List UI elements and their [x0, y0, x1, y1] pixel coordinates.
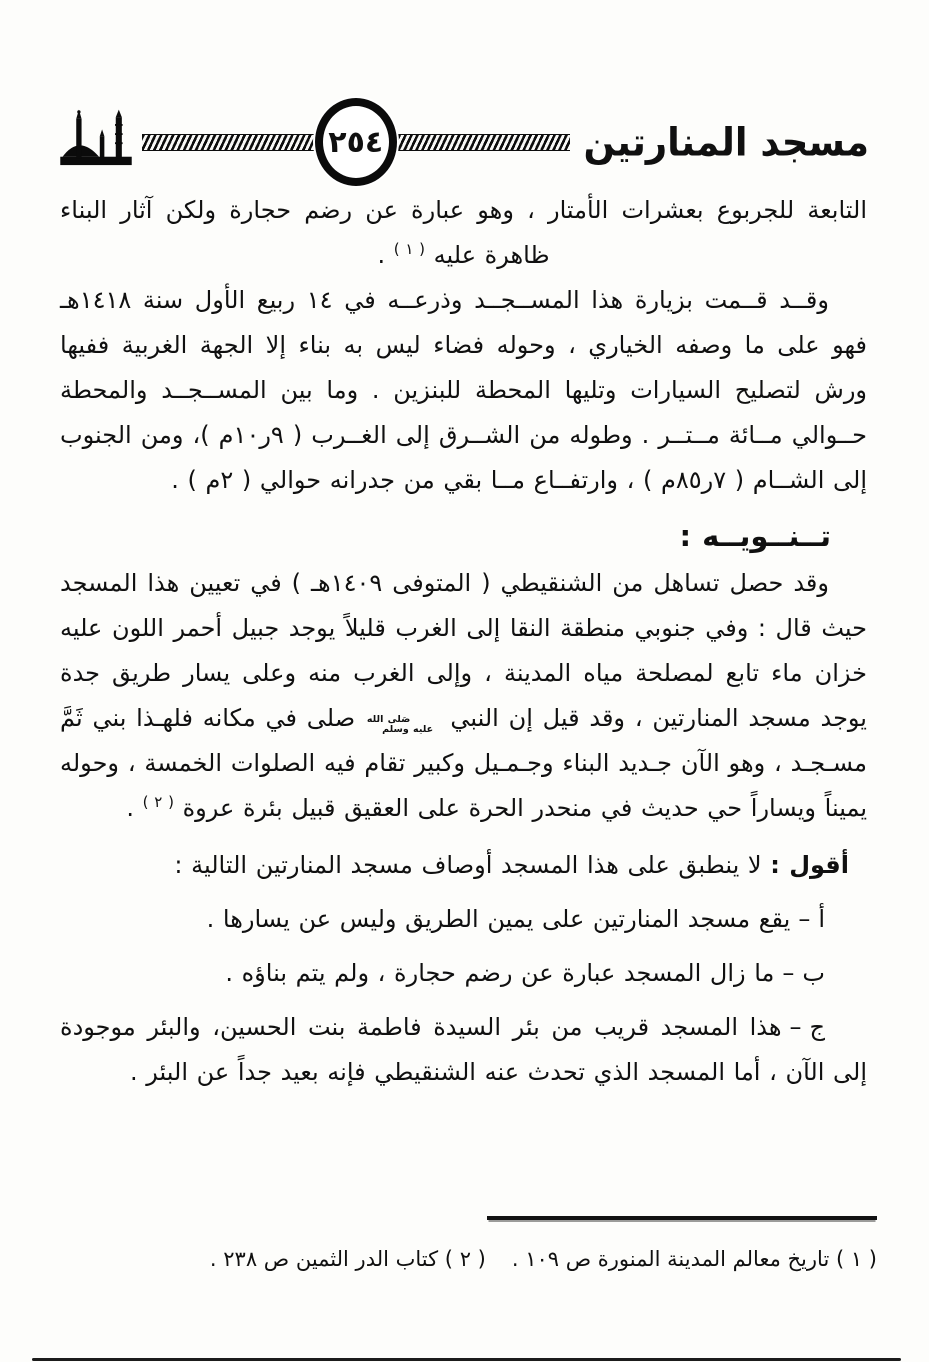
paragraph-visit — [60, 278, 867, 503]
paragraph-tail: . — [377, 241, 394, 269]
list-text: يقع مسجد المنارتين على يمين الطريق وليس عن يسارها . — [206, 905, 791, 933]
list-dash: – — [789, 1013, 802, 1041]
paragraph-text: وقــد قــمت بزيارة هذا المســجــد وذرعــه في ١٤ ربيع الأول سنة ١٤١٨هـ فهو على ما وصفه الخياري ، وحوله فضاء ليس به بناء إلا الجهة الغربية ففيها ورش لتصليح السيارات وتليها المحطة للبنزين . وما بين المســجــد والمحطة حــوالي مــائة مــتــر . وطوله من الشــرق إلى الغــرب ( ٩ر١٠م )، ومن الجنوب إلى الشــام ( ٧ر٨٥م ) ، وارتفــاع مــا بقي من جدرانه حوالي ( ٢م ) . — [60, 286, 867, 494]
list-item-j — [60, 1005, 867, 1095]
paragraph-text: وقد حصل تساهل من الشنقيطي ( المتوفى ١٤٠٩هـ ) في تعيين هذا المسجد حيث قال : وفي جنوبي منطقة النقا إلى الغرب قليلاً يوجد جبيل أحمر اللون عليه خزان ماء تابع لمصلحة مياه المدينة ، وإلى الغرب منه وعلى يسار طريق جدة يوجد مسجد المنارتين ، وقد قيل إن النبي — [60, 569, 867, 732]
paragraph-shinqiti-quote — [60, 561, 867, 831]
paragraph-author-comment — [60, 843, 867, 888]
footnotes-section — [52, 1216, 877, 1276]
aqool-lead: أقول : — [770, 851, 849, 879]
ornamental-rule — [142, 124, 570, 160]
footnote-marker-1: ( ١ ) — [393, 240, 426, 258]
salla-allahu-alayhi-wasallam-mark — [367, 715, 448, 735]
list-item-b — [60, 951, 867, 996]
paragraph-text: التابعة للجربوع بعشرات الأمتار ، وهو عبارة عن رضم حجارة ولكن آثار البناء ظاهرة عليه — [60, 196, 867, 269]
list-text: هذا المسجد قريب من بئر السيدة فاطمة بنت الحسين، والبئر موجودة إلى الآن ، أما المسجد الذي تحدث عنه الشنقيطي فإنه بعيد جداً عن البئر . — [60, 1013, 867, 1086]
list-text: ما زال المسجد عبارة عن رضم حجارة ، ولم يتم بناؤه . — [225, 959, 775, 987]
saw-top-line: صَلى الله — [366, 714, 411, 726]
body-text — [60, 188, 867, 1095]
page-number: ٢٥٤ — [328, 124, 384, 160]
list-letter: ج — [809, 1013, 825, 1041]
footnote-row — [52, 1242, 877, 1276]
footnote-2: ( ٢ ) كتاب الدر الثمين ص ٢٣٨ . — [209, 1247, 486, 1271]
list-dash: – — [798, 905, 811, 933]
list-item-a — [60, 897, 867, 942]
mosque-icon — [58, 107, 134, 173]
paragraph-text: صلى في مكانه فلهـذا بني ثَمَّ مسـجـد ، وهو الآن جـديد البناء وجـمـيل وكبير تقام فيه الصلوات الخمسة ، وحوله يميناً ويساراً حي حديث في منحدر الحرة على العقيق قبيل بئرة عروة — [60, 704, 867, 822]
list-letter: ب — [802, 959, 825, 987]
paragraph-text: لا ينطبق على هذا المسجد أوصاف مسجد المنارتين التالية : — [174, 851, 771, 879]
footnote-marker-2: ( ٢ ) — [142, 793, 174, 811]
list-dash: – — [782, 959, 795, 987]
saw-bottom-line: عليه وسلم — [382, 724, 434, 735]
chapter-title: مسجد المنارتين — [583, 119, 869, 165]
page-number-badge — [315, 98, 397, 186]
footnote-separator — [487, 1216, 877, 1220]
paragraph-continuation — [60, 188, 867, 278]
footnote-1: ( ١ ) تاريخ معالم المدينة المنورة ص ١٠٩ . — [511, 1247, 877, 1271]
page-header — [58, 90, 869, 194]
notice-heading: تــنــويــه : — [679, 519, 831, 553]
list-letter: أ — [818, 905, 825, 933]
paragraph-tail: . — [126, 794, 143, 822]
scan-edge-artifact — [32, 1358, 901, 1361]
